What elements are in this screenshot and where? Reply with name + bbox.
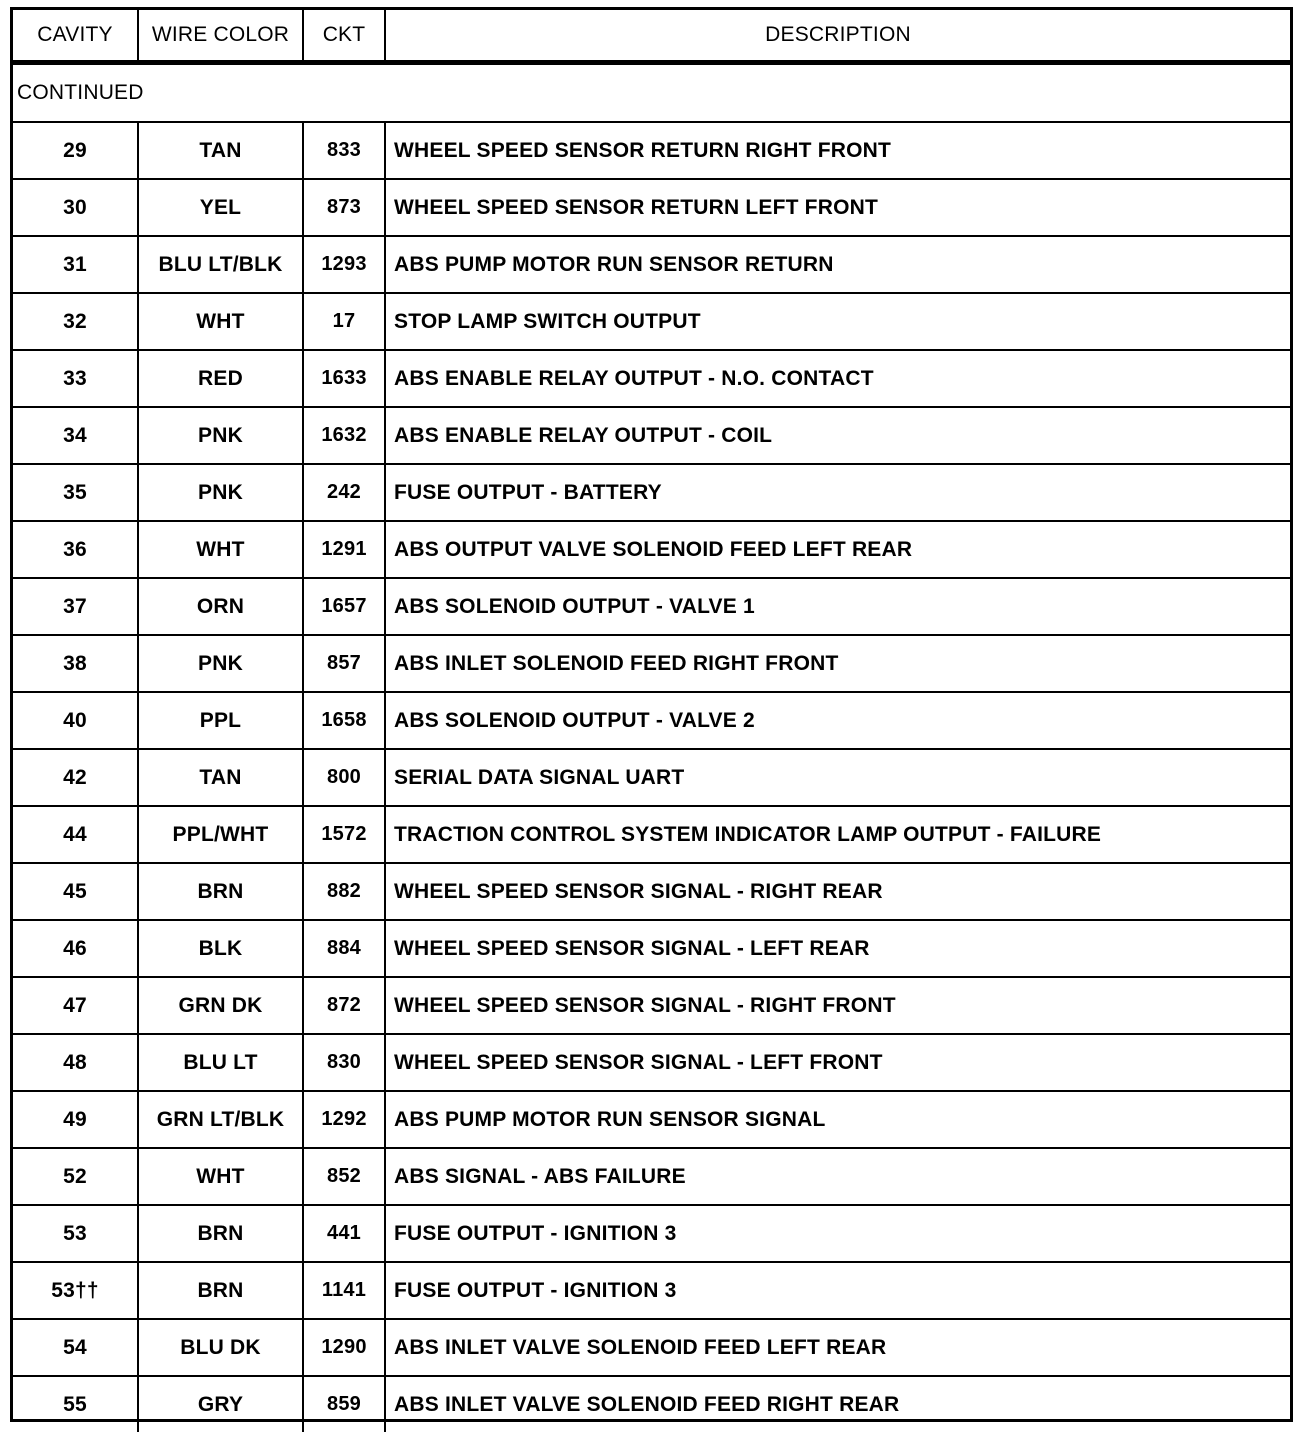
cell-wire-color: PPL (138, 692, 303, 749)
table-row (13, 122, 1290, 179)
cell-description: WHEEL SPEED SENSOR RETURN RIGHT FRONT (385, 122, 1290, 179)
cell-ckt: 882 (303, 863, 385, 920)
table-row (13, 977, 1290, 1034)
table-row (13, 920, 1290, 977)
cell-ckt: 1141 (303, 1262, 385, 1319)
continued-label: CONTINUED (13, 63, 1290, 123)
cell-description: ABS SOLENOID OUTPUT - VALVE 1 (385, 578, 1290, 635)
table-row (13, 635, 1290, 692)
cell-description: WHEEL SPEED SENSOR RETURN LEFT FRONT (385, 179, 1290, 236)
cell-cavity: 45 (13, 863, 138, 920)
cell-cavity: 33 (13, 350, 138, 407)
table-row (13, 1376, 1290, 1432)
cell-wire-color: BLU LT (138, 1034, 303, 1091)
cell-cavity: 36 (13, 521, 138, 578)
continued-row (13, 63, 1290, 123)
cell-wire-color: WHT (138, 521, 303, 578)
cell-ckt: 1572 (303, 806, 385, 863)
table-row (13, 1034, 1290, 1091)
table-row (13, 1262, 1290, 1319)
cell-ckt: 17 (303, 293, 385, 350)
table-row (13, 179, 1290, 236)
cell-wire-color: BLK (138, 920, 303, 977)
cell-ckt: 1293 (303, 236, 385, 293)
table-body (13, 63, 1290, 1433)
header-row (13, 10, 1290, 63)
cell-description: FUSE OUTPUT - BATTERY (385, 464, 1290, 521)
cell-cavity: 53 (13, 1205, 138, 1262)
cell-cavity: 40 (13, 692, 138, 749)
cell-ckt: 800 (303, 749, 385, 806)
cell-ckt: 852 (303, 1148, 385, 1205)
table-row (13, 464, 1290, 521)
cell-wire-color: BRN (138, 863, 303, 920)
cell-ckt: 441 (303, 1205, 385, 1262)
cell-wire-color: ORN (138, 578, 303, 635)
cell-cavity: 54 (13, 1319, 138, 1376)
cell-description: WHEEL SPEED SENSOR SIGNAL - RIGHT FRONT (385, 977, 1290, 1034)
cell-cavity: 52 (13, 1148, 138, 1205)
cell-cavity: 29 (13, 122, 138, 179)
cell-wire-color: BLU LT/BLK (138, 236, 303, 293)
cell-description: WHEEL SPEED SENSOR SIGNAL - LEFT FRONT (385, 1034, 1290, 1091)
cell-ckt: 859 (303, 1376, 385, 1432)
table-row (13, 1319, 1290, 1376)
cell-wire-color: PPL/WHT (138, 806, 303, 863)
header-description: DESCRIPTION (385, 10, 1290, 63)
cell-cavity: 46 (13, 920, 138, 977)
cell-ckt: 1292 (303, 1091, 385, 1148)
cell-description: ABS PUMP MOTOR RUN SENSOR RETURN (385, 236, 1290, 293)
cell-ckt: 1632 (303, 407, 385, 464)
cell-cavity: 44 (13, 806, 138, 863)
cell-description: SERIAL DATA SIGNAL UART (385, 749, 1290, 806)
cell-wire-color: PNK (138, 464, 303, 521)
cell-cavity: 42 (13, 749, 138, 806)
cell-wire-color: RED (138, 350, 303, 407)
table-row (13, 578, 1290, 635)
cell-description: ABS SOLENOID OUTPUT - VALVE 2 (385, 692, 1290, 749)
cell-wire-color: TAN (138, 749, 303, 806)
cell-ckt: 884 (303, 920, 385, 977)
cell-cavity: 32 (13, 293, 138, 350)
cell-cavity: 34 (13, 407, 138, 464)
cell-cavity: 47 (13, 977, 138, 1034)
cell-description: TRACTION CONTROL SYSTEM INDICATOR LAMP OUTPUT - FAILURE (385, 806, 1290, 863)
cell-wire-color: BLU DK (138, 1319, 303, 1376)
connector-pinout-table (10, 7, 1293, 1422)
header-ckt: CKT (303, 10, 385, 63)
cell-wire-color: WHT (138, 293, 303, 350)
cell-cavity: 35 (13, 464, 138, 521)
cell-ckt: 872 (303, 977, 385, 1034)
cell-cavity: 53†† (13, 1262, 138, 1319)
cell-cavity: 31 (13, 236, 138, 293)
cell-wire-color: GRN DK (138, 977, 303, 1034)
cell-description: WHEEL SPEED SENSOR SIGNAL - RIGHT REAR (385, 863, 1290, 920)
cell-description: ABS INLET VALVE SOLENOID FEED LEFT REAR (385, 1319, 1290, 1376)
table-row (13, 350, 1290, 407)
cell-ckt: 830 (303, 1034, 385, 1091)
table-row (13, 293, 1290, 350)
cell-wire-color: BRN (138, 1262, 303, 1319)
cell-wire-color: WHT (138, 1148, 303, 1205)
table-row (13, 806, 1290, 863)
cell-description: ABS SIGNAL - ABS FAILURE (385, 1148, 1290, 1205)
cell-ckt: 857 (303, 635, 385, 692)
cell-description: ABS INLET SOLENOID FEED RIGHT FRONT (385, 635, 1290, 692)
table-row (13, 749, 1290, 806)
table-row (13, 521, 1290, 578)
cell-description: ABS INLET VALVE SOLENOID FEED RIGHT REAR (385, 1376, 1290, 1432)
cell-ckt: 873 (303, 179, 385, 236)
table-row (13, 236, 1290, 293)
cell-ckt: 833 (303, 122, 385, 179)
cell-description: ABS ENABLE RELAY OUTPUT - N.O. CONTACT (385, 350, 1290, 407)
cell-wire-color: PNK (138, 635, 303, 692)
table-row (13, 692, 1290, 749)
pinout-table (13, 10, 1290, 1432)
header-wire-color: WIRE COLOR (138, 10, 303, 63)
cell-cavity: 55 (13, 1376, 138, 1432)
cell-wire-color: GRY (138, 1376, 303, 1432)
table-row (13, 1091, 1290, 1148)
cell-description: ABS PUMP MOTOR RUN SENSOR SIGNAL (385, 1091, 1290, 1148)
cell-ckt: 1657 (303, 578, 385, 635)
cell-description: ABS OUTPUT VALVE SOLENOID FEED LEFT REAR (385, 521, 1290, 578)
cell-wire-color: GRN LT/BLK (138, 1091, 303, 1148)
header-cavity: CAVITY (13, 10, 138, 63)
cell-cavity: 48 (13, 1034, 138, 1091)
cell-ckt: 1291 (303, 521, 385, 578)
table-row (13, 863, 1290, 920)
cell-wire-color: PNK (138, 407, 303, 464)
cell-description: FUSE OUTPUT - IGNITION 3 (385, 1262, 1290, 1319)
cell-description: STOP LAMP SWITCH OUTPUT (385, 293, 1290, 350)
cell-ckt: 1633 (303, 350, 385, 407)
cell-wire-color: YEL (138, 179, 303, 236)
cell-ckt: 1290 (303, 1319, 385, 1376)
cell-ckt: 1658 (303, 692, 385, 749)
cell-description: FUSE OUTPUT - IGNITION 3 (385, 1205, 1290, 1262)
cell-description: ABS ENABLE RELAY OUTPUT - COIL (385, 407, 1290, 464)
cell-wire-color: TAN (138, 122, 303, 179)
cell-cavity: 37 (13, 578, 138, 635)
cell-cavity: 49 (13, 1091, 138, 1148)
cell-cavity: 38 (13, 635, 138, 692)
cell-ckt: 242 (303, 464, 385, 521)
cell-description: WHEEL SPEED SENSOR SIGNAL - LEFT REAR (385, 920, 1290, 977)
cell-wire-color: BRN (138, 1205, 303, 1262)
table-row (13, 407, 1290, 464)
table-row (13, 1205, 1290, 1262)
cell-cavity: 30 (13, 179, 138, 236)
table-row (13, 1148, 1290, 1205)
